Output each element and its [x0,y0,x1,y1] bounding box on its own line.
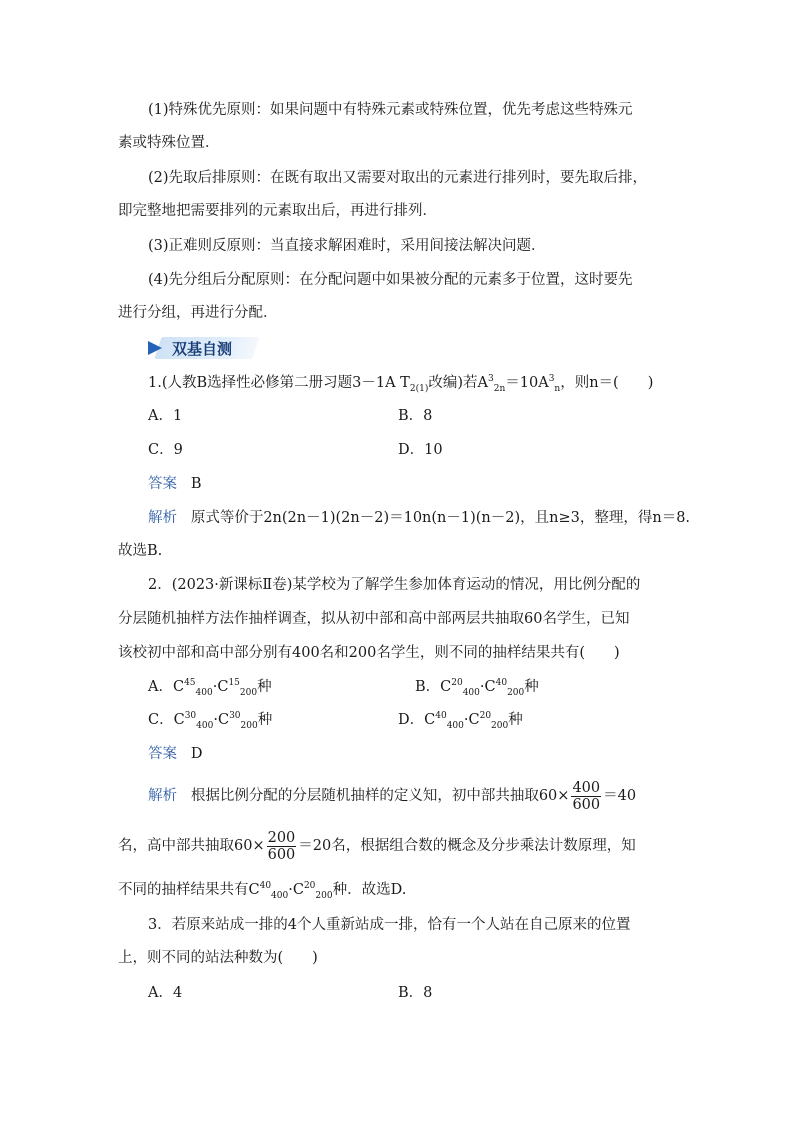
q2-b-sup2: 40 [495,678,508,689]
principle-4-line-2: 进行分组，再进行分配． [118,305,278,321]
q2-a-sub1: 400 [195,687,213,698]
q2-a3-sub2: 200 [315,890,333,901]
q2-d-sup1: 40 [435,711,447,722]
fraction-denominator: 600 [572,796,601,813]
arrow-icon [148,341,162,355]
q1-analysis-line-1 [148,508,690,528]
q2-option-d [398,710,523,730]
q2-option-a [148,677,272,697]
q2-c-suffix: 种 [257,712,273,728]
q2-analysis-1-prefix: 根据比例分配的分层随机抽样的定义知，初中部共抽取60× [190,788,570,804]
fraction-numerator: 200 [267,829,296,846]
q2-analysis-2-prefix: 名，高中部共抽取60× [118,838,265,854]
analysis-text: 原式等价于2n(2n－1)(2n－2)＝10n(n－1)(n－2)，且n≥3，整理，得n＝8. [190,510,691,526]
principle-4-line-1: (4)先分组后分配原则：在分配问题中如果被分配的元素多于位置，这时要先 [148,272,633,288]
q2-analysis-1-suffix: ＝40 [603,788,637,804]
q1-option-c: C．9 [148,442,183,458]
fraction-400-600 [571,780,601,813]
q1-stem-sub: 2(1) [409,383,429,394]
q2-a3-sup2: 20 [303,881,316,892]
q1-stem-eq: ＝10A [505,375,549,391]
q3-stem-line-1: 3．若原来站成一排的4个人重新站成一排，恰有一个人站在自己原来的位置 [148,917,631,933]
q2-c-sub1: 400 [196,720,214,731]
q1-stem-mid: 改编)若A [428,375,488,391]
q2-a-sup2: 15 [228,678,240,689]
q2-b-sub1: 400 [462,687,480,698]
q1-option-a: A．1 [148,408,183,424]
q3-stem-line-2: 上，则不同的站法种数为( ) [118,950,318,966]
q1-sup1: 3 [487,374,494,385]
q2-stem-line-3: 该校初中部和高中部分别有400名和200名学生，则不同的抽样结果共有( ) [118,645,620,661]
q2-a-mid: ·C [212,679,229,695]
answer-value: D [190,746,203,762]
principle-3-line-1: (3)正难则反原则：当直接求解困难时，采用间接法解决问题． [148,238,546,254]
fraction-200-600 [267,830,297,863]
q2-b-mid: ·C [479,679,496,695]
q2-analysis-3-prefix: 不同的抽样结果共有C [118,882,260,898]
section-title: 双基自测 [172,340,233,358]
principle-2-line-1: (2)先取后排原则：在既有取出又需要对取出的元素进行排列时，要先取后排， [148,170,648,186]
question-1-stem [148,373,653,393]
answer-value: B [190,476,202,492]
q1-sub2: n [554,383,561,394]
q1-option-d: D．10 [398,442,443,458]
q2-analysis-line-3 [118,880,406,900]
section-header-self-test [148,336,260,360]
q1-stem-prefix: 1.(人教B选择性必修第二册习题3－1A T [148,375,410,391]
q2-d-sub2: 200 [491,720,509,731]
q2-option-b [415,677,539,697]
q2-a-label: A．C [148,679,185,695]
q2-b-label: B．C [415,679,452,695]
q2-analysis-line-1 [148,778,636,814]
q1-sup2: 3 [548,374,555,385]
q2-a3-sup1: 40 [259,881,272,892]
q2-a-suffix: 种 [257,679,272,695]
principle-1-line-1: (1)特殊优先原则：如果问题中有特殊元素或特殊位置，优先考虑这些特殊元 [148,102,633,118]
q2-c-sub2: 200 [240,720,258,731]
q2-analysis-3-suffix: 种．故选D. [332,882,407,898]
principle-1-line-2: 素或特殊位置． [118,135,220,151]
q1-sub1: 2n [493,383,506,394]
q2-b-sup1: 20 [451,678,463,689]
q2-c-label: C．C [148,712,185,728]
fraction-denominator: 600 [267,846,296,863]
q2-a-sub2: 200 [239,687,258,698]
q3-option-a: A．4 [148,985,183,1001]
q2-c-sup1: 30 [184,711,197,722]
analysis-label: 解析 [148,510,177,526]
q1-stem-suffix: ，则n＝( ) [560,375,654,391]
q2-d-sub1: 400 [446,720,464,731]
fraction-numerator: 400 [572,779,601,796]
q2-a3-sub1: 400 [271,890,289,901]
q1-option-b: B．8 [398,408,433,424]
answer-label: 答案 [148,476,177,492]
q2-b-sub2: 200 [507,687,525,698]
answer-label: 答案 [148,746,177,762]
q2-b-suffix: 种 [524,679,539,695]
analysis-label: 解析 [148,788,177,804]
q2-c-mid: ·C [213,712,230,728]
q1-answer [148,474,201,494]
q2-d-suffix: 种 [508,712,523,728]
q2-stem-line-1: 2．(2023·新课标Ⅱ卷)某学校为了解学生参加体育运动的情况，用比例分配的 [148,577,641,593]
q2-analysis-line-2 [118,828,636,864]
q3-option-b: B．8 [398,985,433,1001]
q2-stem-line-2: 分层随机抽样方法作抽样调查，拟从初中部和高中部两层共抽取60名学生，已知 [118,611,630,627]
q1-analysis-line-2: 故选B. [118,543,163,559]
q2-analysis-2-suffix: ＝20名，根据组合数的概念及分步乘法计数原理，知 [298,838,636,854]
q2-d-mid: ·C [463,712,480,728]
q2-c-sup2: 30 [229,711,241,722]
q2-d-label: D．C [398,712,436,728]
q2-answer [148,744,202,764]
q2-option-c [148,710,272,730]
q2-d-sup2: 20 [479,711,492,722]
q2-a3-mid: ·C [288,882,304,898]
principle-2-line-2: 即完整地把需要排列的元素取出后，再进行排列． [118,203,437,219]
q2-a-sup1: 45 [184,678,196,689]
